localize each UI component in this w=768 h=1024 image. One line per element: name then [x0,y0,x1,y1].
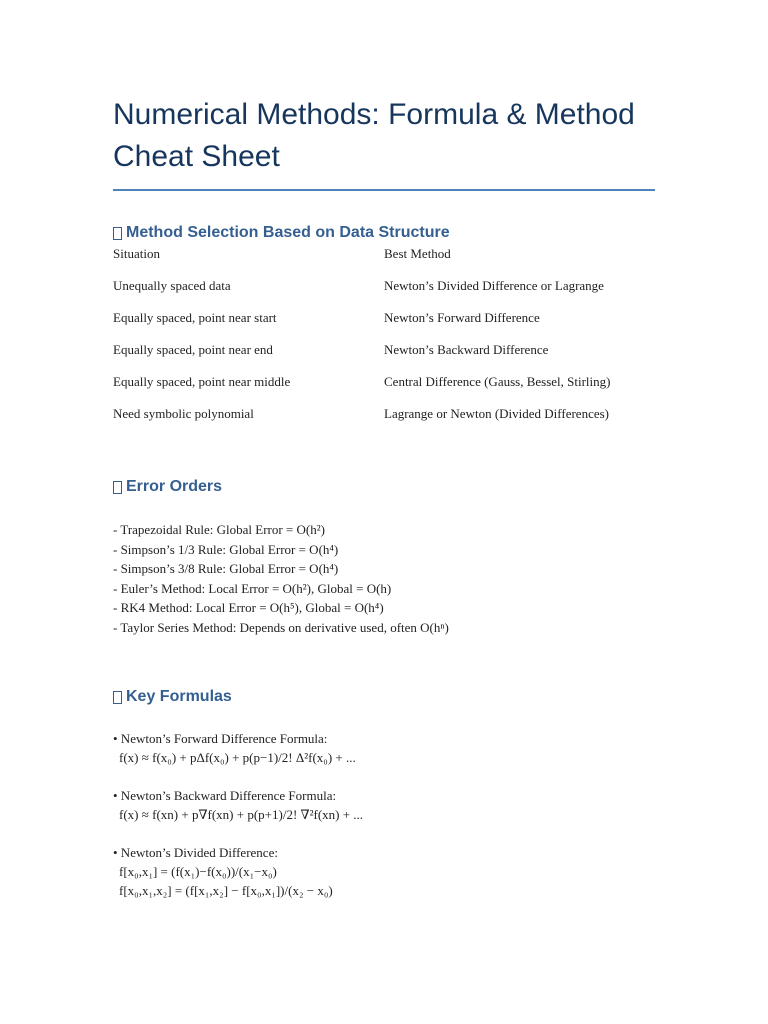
method-selection-table [113,245,655,437]
document-icon [113,691,122,704]
method-cell: Newton’s Divided Difference or Lagrange [384,278,604,293]
list-item: - RK4 Method: Local Error = O(h⁵), Global = O(h⁴) [113,600,384,615]
page-title: Numerical Methods: Formula & Method Cheat Sheet [113,98,635,173]
formula-block [113,843,655,900]
table-row [113,309,655,341]
situation-cell: Need symbolic polynomial [113,406,254,421]
method-selection-section [113,223,655,437]
formula-line: f(x) ≈ f(xn) + p∇f(xn) + p(p+1)/2! ∇²f(xn) + ... [119,807,364,822]
error-orders-heading-text: Error Orders [126,478,223,495]
formula-line: f[x₀,x₁,x₂] = (f[x₁,x₂] − f[x₀,x₁])/(x₂ − x₀) [119,883,333,898]
list-item: - Trapezoidal Rule: Global Error = O(h²) [113,522,325,537]
method-cell: Lagrange or Newton (Divided Differences) [384,406,609,421]
situation-cell: Equally spaced, point near start [113,310,277,325]
document-page [113,94,655,900]
table-row [113,373,655,405]
table-row [113,277,655,309]
formula-line: f[x₀,x₁] = (f(x₁)−f(x₀))/(x₁−x₀) [119,864,277,879]
situation-cell: Unequally spaced data [113,278,231,293]
table-header-row [113,245,655,277]
key-formulas-heading [113,687,655,707]
list-item: - Simpson’s 3/8 Rule: Global Error = O(h⁴) [113,561,339,576]
column-header-situation: Situation [113,246,160,261]
method-cell: Newton’s Backward Difference [384,342,549,357]
method-selection-heading [113,223,655,243]
error-orders-section [113,477,655,637]
method-cell: Newton’s Forward Difference [384,310,540,325]
key-formulas-heading-text: Key Formulas [126,688,232,705]
table-row [113,341,655,373]
column-header-best-method: Best Method [384,246,451,261]
error-orders-list [113,520,655,637]
formula-title: • Newton’s Backward Difference Formula: [113,788,337,803]
situation-cell: Equally spaced, point near middle [113,374,291,389]
method-selection-heading-text: Method Selection Based on Data Structure [126,224,450,241]
table-row [113,405,655,437]
list-item: - Simpson’s 1/3 Rule: Global Error = O(h⁴) [113,541,339,557]
document-icon [113,227,122,240]
formula-title: • Newton’s Forward Difference Formula: [113,731,328,746]
formula-block [113,786,655,824]
method-cell: Central Difference (Gauss, Bessel, Stirling) [384,374,611,389]
list-item: - Euler’s Method: Local Error = O(h²), Global = O(h) [113,580,392,596]
error-orders-heading [113,477,655,497]
title-divider [113,189,655,191]
document-icon [113,481,122,494]
formula-title: • Newton’s Divided Difference: [113,845,278,860]
formula-line: f(x) ≈ f(x₀) + pΔf(x₀) + p(p−1)/2! Δ²f(x₀) + ... [119,750,356,765]
formula-block [113,729,655,767]
key-formulas-section [113,687,655,900]
list-item: - Taylor Series Method: Depends on derivative used, often O(hⁿ) [113,619,449,635]
situation-cell: Equally spaced, point near end [113,342,273,357]
